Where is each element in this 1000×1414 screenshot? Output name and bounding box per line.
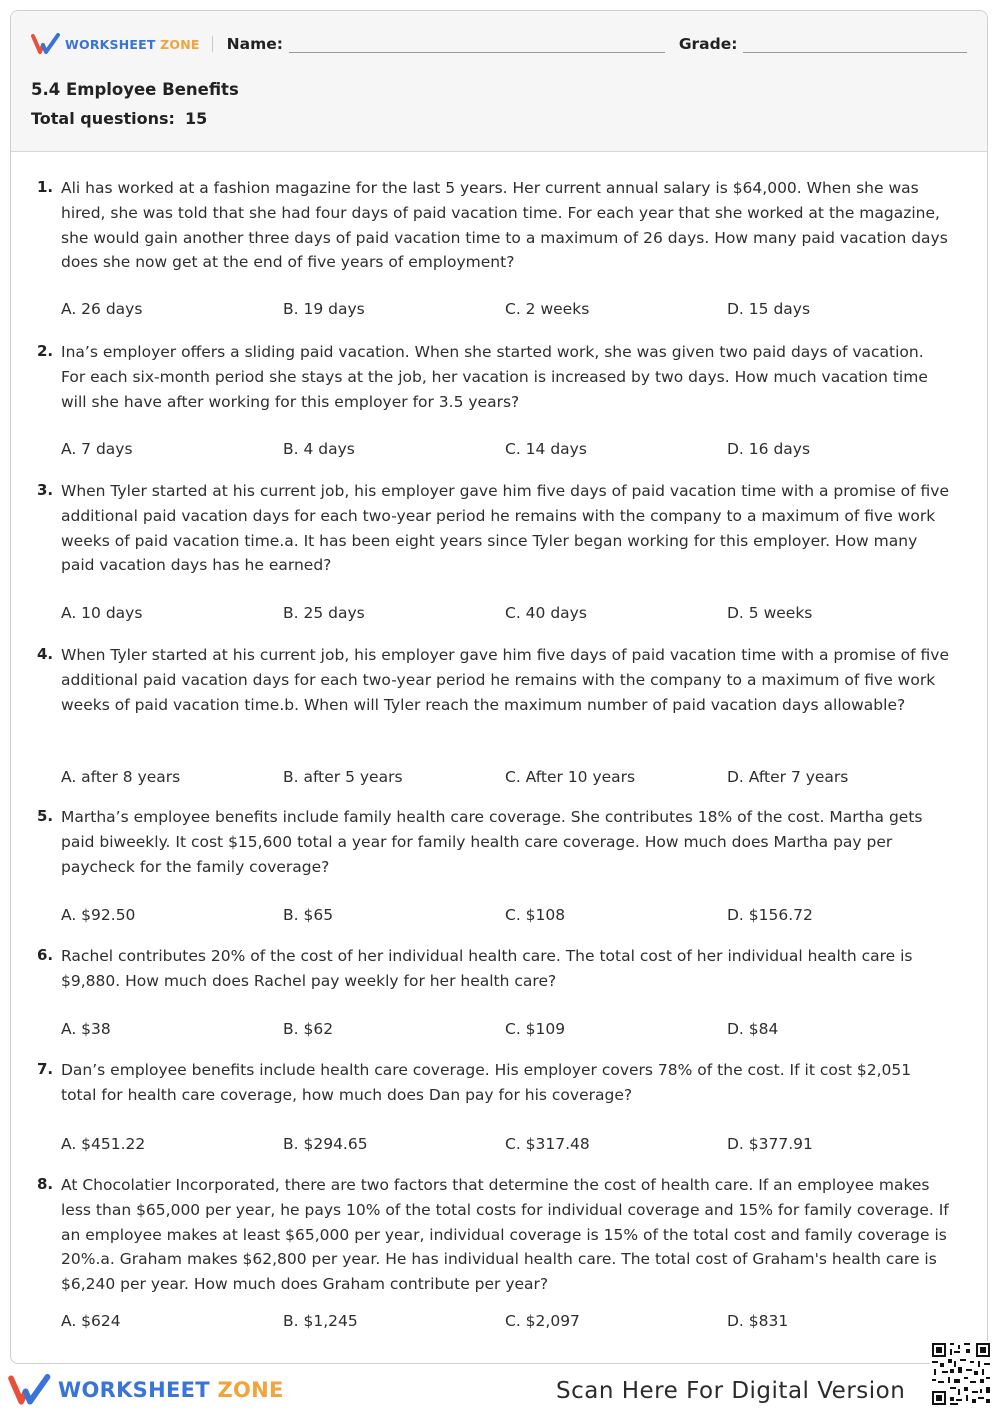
option-c[interactable]: C. 40 days	[505, 604, 587, 622]
footer-logo-word-zone: ZONE	[217, 1378, 284, 1402]
question-number: 7.	[37, 1060, 54, 1078]
option-c[interactable]: C. 14 days	[505, 440, 587, 458]
question-text: Ali has worked at a fashion magazine for the last 5 years. Her current annual salary is $64,000. When she was hired, she was told that she had four days of paid vacation time. For each year that she worked at the magazine, she would gain another three days of paid vacation time to a maximum of 26 days. How many paid vacation days does she now get at the end of five years of employment?	[61, 179, 948, 272]
question-number: 4.	[37, 645, 54, 663]
answer-options	[61, 1135, 951, 1159]
option-b[interactable]: B. 25 days	[283, 604, 365, 622]
answer-options	[61, 768, 951, 792]
option-a[interactable]: A. after 8 years	[61, 768, 181, 786]
question-number: 1.	[37, 178, 54, 196]
grade-field[interactable]	[743, 36, 967, 53]
total-questions-value: 15	[184, 109, 208, 128]
option-b[interactable]: B. after 5 years	[283, 768, 403, 786]
worksheet-page	[10, 10, 988, 1364]
footer-logo-word-worksheet: WORKSHEET	[58, 1378, 210, 1402]
qr-code-icon[interactable]	[930, 1341, 992, 1407]
option-d[interactable]: D. After 7 years	[727, 768, 849, 786]
logo-mark-icon	[31, 33, 61, 55]
option-d[interactable]: D. 15 days	[727, 300, 811, 318]
scan-digital-version-text: Scan Here For Digital Version	[556, 1378, 906, 1404]
option-d[interactable]: D. $831	[727, 1312, 789, 1330]
option-a[interactable]: A. $451.22	[61, 1135, 146, 1153]
option-d[interactable]: D. 5 weeks	[727, 604, 813, 622]
option-d[interactable]: D. 16 days	[727, 440, 811, 458]
option-a[interactable]: A. 10 days	[61, 604, 143, 622]
question-text: Dan’s employee benefits include health care coverage. His employer covers 78% of the cost. If it cost $2,051 total for health care coverage, how much does Dan pay for his coverage?	[61, 1061, 912, 1104]
worksheet-title: 5.4 Employee Benefits	[31, 80, 239, 99]
option-a[interactable]: A. 7 days	[61, 440, 133, 458]
question-text: Martha’s employee benefits include family health care coverage. She contributes 18% of the cost. Martha gets paid biweekly. It cost $15,600 total a year for family health care coverage. How much does Martha pay per paycheck for the family coverage?	[61, 808, 923, 876]
question-number: 3.	[37, 481, 54, 499]
option-b[interactable]: B. 19 days	[283, 300, 365, 318]
option-c[interactable]: C. $108	[505, 906, 566, 924]
total-questions	[31, 109, 207, 128]
logo-word-worksheet: WORKSHEET	[65, 36, 156, 52]
name-label: Name:	[226, 35, 283, 53]
option-c[interactable]: C. $109	[505, 1020, 566, 1038]
option-b[interactable]: B. $62	[283, 1020, 334, 1038]
question-number: 6.	[37, 946, 54, 964]
option-b[interactable]: B. $1,245	[283, 1312, 358, 1330]
option-d[interactable]: D. $377.91	[727, 1135, 813, 1153]
question-text: When Tyler started at his current job, his employer gave him five days of paid vacation time with a promise of five additional paid vacation days for each two-year period he remains with the company to a maximum of five work weeks of paid vacation time.a. It has been eight years since Tyler began working for this employer. How many paid vacation days has he earned?	[61, 482, 950, 575]
option-c[interactable]: C. $2,097	[505, 1312, 580, 1330]
answer-options	[61, 440, 951, 464]
option-b[interactable]: B. $65	[283, 906, 334, 924]
option-c[interactable]: C. $317.48	[505, 1135, 590, 1153]
brand-row	[31, 31, 967, 57]
logo-word-zone: ZONE	[160, 36, 200, 52]
option-a[interactable]: A. $38	[61, 1020, 111, 1038]
logo-mark-icon	[8, 1374, 52, 1406]
question-number: 8.	[37, 1175, 54, 1193]
answer-options	[61, 604, 951, 628]
header-divider	[212, 36, 213, 52]
answer-options	[61, 906, 951, 930]
footer-logo-text	[58, 1378, 284, 1402]
option-b[interactable]: B. 4 days	[283, 440, 355, 458]
question-text: Rachel contributes 20% of the cost of her individual health care. The total cost of her individual health care is $9,880. How much does Rachel pay weekly for her health care?	[61, 947, 913, 990]
question-text: When Tyler started at his current job, his employer gave him five days of paid vacation time with a promise of five additional paid vacation days for each two-year period he remains with the company to a maximum of five work weeks of paid vacation time.b. When will Tyler reach the maximum number of paid vacation days allowable?	[61, 646, 950, 714]
total-questions-label: Total questions:	[31, 109, 175, 128]
option-b[interactable]: B. $294.65	[283, 1135, 368, 1153]
question-text: Ina’s employer offers a sliding paid vacation. When she started work, she was given two paid days of vacation. For each six-month period she stays at the job, her vacation is increased by two days. How much vacation time will she have after working for this employer for 3.5 years?	[61, 343, 928, 411]
option-c[interactable]: C. After 10 years	[505, 768, 636, 786]
answer-options	[61, 1312, 951, 1336]
answer-options	[61, 1020, 951, 1044]
name-field[interactable]	[289, 36, 665, 53]
logo-text	[65, 37, 200, 52]
option-a[interactable]: A. 26 days	[61, 300, 143, 318]
option-d[interactable]: D. $156.72	[727, 906, 813, 924]
option-a[interactable]: A. $92.50	[61, 906, 136, 924]
option-d[interactable]: D. $84	[727, 1020, 779, 1038]
question-number: 5.	[37, 807, 54, 825]
grade-label: Grade:	[678, 35, 738, 53]
question-text: At Chocolatier Incorporated, there are two factors that determine the cost of health care. If an employee makes less than $65,000 per year, he pays 10% of the total costs for individual coverage and 15% for family coverage. If an employee makes at least $65,000 per year, individual coverage is 15% of the total cost and family coverage is 20%.a. Graham makes $62,800 per year. He has individual health care. The total cost of Graham's health care is $6,240 per year. How much does Graham contribute per year?	[61, 1176, 949, 1294]
option-c[interactable]: C. 2 weeks	[505, 300, 590, 318]
footer-logo	[8, 1374, 284, 1406]
worksheetzone-logo	[31, 33, 200, 55]
option-a[interactable]: A. $624	[61, 1312, 121, 1330]
question-number: 2.	[37, 342, 54, 360]
worksheet-header	[11, 11, 987, 152]
answer-options	[61, 300, 951, 324]
